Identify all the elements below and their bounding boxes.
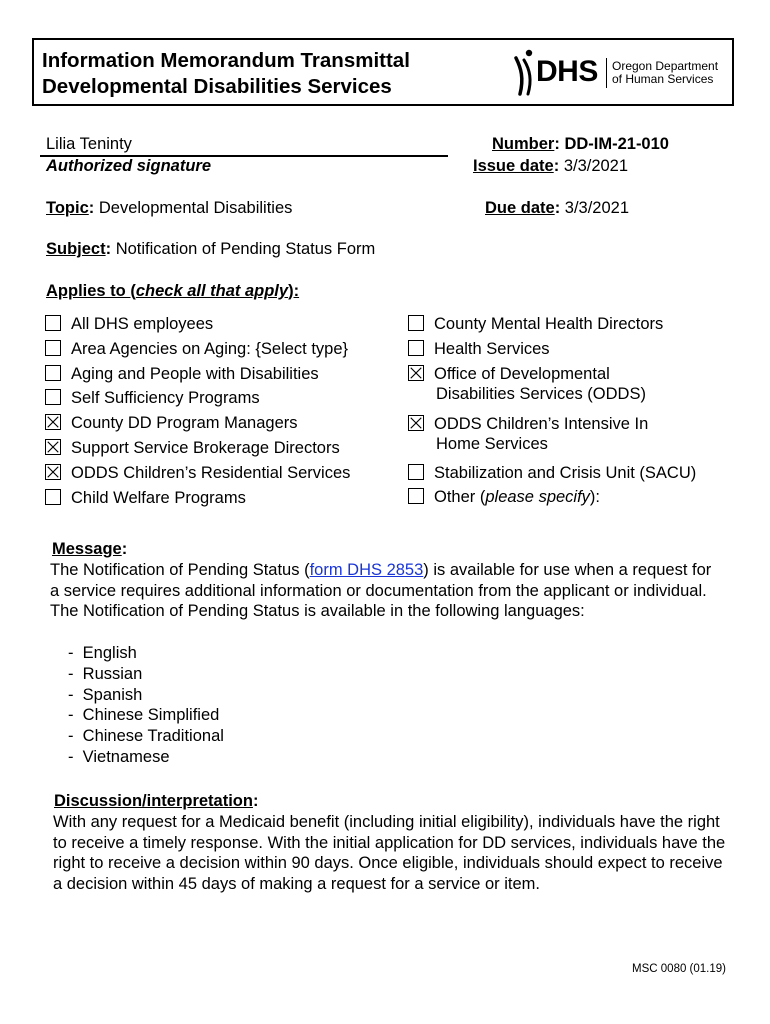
topic-label: Topic [46, 199, 89, 217]
languages-list [68, 643, 224, 768]
checkbox[interactable] [408, 365, 424, 381]
header-box [32, 38, 734, 106]
language-item: - Vietnamese [68, 747, 224, 768]
message-body: The Notification of Pending Status (form DHS 2853) is available for use when a request for a service requires additional information or documentation from the applicant or individual. The Notification of Pending Status is available in the following languages: [50, 561, 712, 621]
applies-to-heading: Applies to (check all that apply): [46, 282, 300, 300]
logo-org-name [612, 60, 718, 86]
issue-date-label: Issue date [473, 157, 554, 175]
applies-item-apd[interactable]: Aging and People with Disabilities [45, 364, 350, 384]
title-line-1: Information Memorandum Transmittal [42, 49, 410, 72]
applies-left-list [45, 314, 350, 508]
applies-item-all-dhs[interactable]: All DHS employees [45, 314, 350, 334]
checkbox[interactable] [45, 315, 61, 331]
applies-item-ss[interactable]: Self Sufficiency Programs [45, 388, 350, 408]
due-date-label: Due date [485, 199, 555, 217]
logo-dhs-text: DHS [536, 55, 598, 88]
subject-value: Notification of Pending Status Form [115, 240, 376, 258]
applies-item-sacu[interactable]: Stabilization and Crisis Unit (SACU) [408, 463, 696, 483]
discussion-body: With any request for a Medicaid benefit (including initial eligibility), individuals have the right to receive a timely response. With the initial application for DD services, individuals have the right to receive a decision within 90 days. Once eligible, individuals should expect to receive a decision within 45 days of making a request for a service or item. [53, 813, 726, 893]
dhs-logo [512, 46, 732, 100]
subject-row: Subject: Notification of Pending Status Form [46, 240, 376, 258]
subject-label: Subject [46, 240, 106, 258]
applies-right-list [408, 314, 696, 507]
applies-item-health[interactable]: Health Services [408, 339, 696, 359]
document-title [42, 48, 410, 100]
number-value: DD-IM-21-010 [564, 135, 669, 153]
dhs-figure-icon [512, 48, 538, 98]
applies-item-other[interactable]: Other (please specify): [408, 487, 696, 507]
checkbox[interactable] [408, 340, 424, 356]
checkbox[interactable] [45, 340, 61, 356]
language-item: - Chinese Traditional [68, 726, 224, 747]
logo-org-line-1: Oregon Department [612, 59, 719, 73]
language-item: - English [68, 643, 224, 664]
number-row: Number: DD-IM-21-010 [492, 135, 669, 153]
applies-item-odds-residential[interactable]: ODDS Children’s Residential Services [45, 463, 350, 483]
signature-name: Lilia Teninty [46, 135, 132, 153]
checkbox[interactable] [45, 414, 61, 430]
due-date-row: Due date: 3/3/2021 [485, 199, 630, 217]
checkbox[interactable] [408, 315, 424, 331]
topic-row: Topic: Developmental Disabilities [46, 199, 293, 217]
applies-item-county-mh[interactable]: County Mental Health Directors [408, 314, 696, 334]
issue-date-value: 3/3/2021 [563, 157, 629, 175]
checkbox[interactable] [45, 489, 61, 505]
checkbox[interactable] [45, 389, 61, 405]
message-heading: Message: [52, 540, 128, 558]
discussion-heading: Discussion/interpretation: [54, 792, 259, 810]
issue-date-row: Issue date: 3/3/2021 [473, 157, 629, 175]
topic-value: Developmental Disabilities [98, 199, 293, 217]
language-item: - Spanish [68, 685, 224, 706]
form-dhs-2853-link[interactable]: form DHS 2853 [309, 561, 424, 579]
language-item: - Russian [68, 664, 224, 685]
applies-item-brokerage[interactable]: Support Service Brokerage Directors [45, 438, 350, 458]
language-item: - Chinese Simplified [68, 705, 224, 726]
applies-item-aaa[interactable]: Area Agencies on Aging: {Select type} [45, 339, 350, 359]
applies-item-odds-intensive[interactable]: ODDS Children’s Intensive In Home Services [408, 414, 696, 454]
checkbox[interactable] [408, 464, 424, 480]
title-line-2: Developmental Disabilities Services [42, 75, 392, 98]
applies-item-county-dd[interactable]: County DD Program Managers [45, 413, 350, 433]
applies-item-child-welfare[interactable]: Child Welfare Programs [45, 488, 350, 508]
checkbox[interactable] [45, 439, 61, 455]
logo-divider [606, 58, 607, 88]
logo-org-line-2: of Human Services [612, 72, 714, 86]
number-label: Number [492, 135, 555, 153]
checkbox[interactable] [45, 464, 61, 480]
checkbox[interactable] [408, 488, 424, 504]
applies-item-odds[interactable]: Office of Developmental Disabilities Services (ODDS) [408, 364, 696, 404]
signature-label: Authorized signature [46, 157, 212, 175]
checkbox[interactable] [408, 415, 424, 431]
form-code: MSC 0080 (01.19) [632, 963, 726, 975]
checkbox[interactable] [45, 365, 61, 381]
due-date-value: 3/3/2021 [564, 199, 630, 217]
